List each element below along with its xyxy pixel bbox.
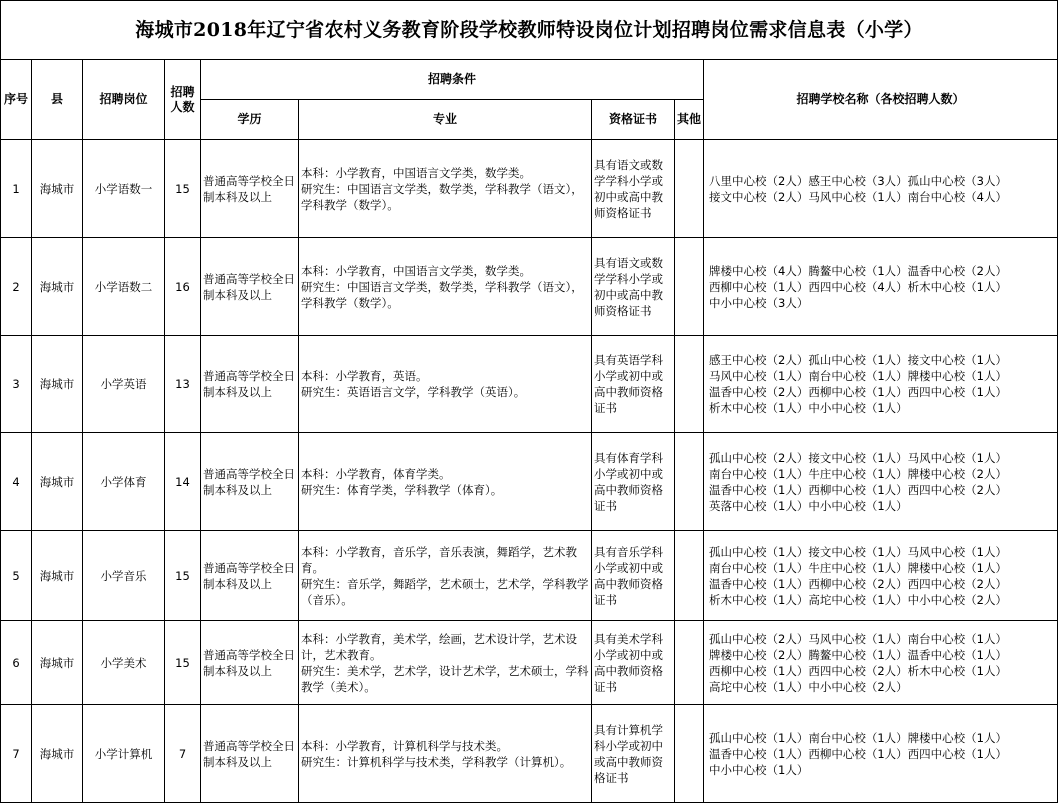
county-cell: 海城市 <box>32 336 83 433</box>
certificate-cell: 具有语文或数学学科小学或初中或高中教师资格证书 <box>592 140 675 238</box>
county-cell: 海城市 <box>32 238 83 336</box>
education-cell: 普通高等学校全日制本科及以上 <box>201 140 299 238</box>
count-cell: 14 <box>165 433 201 531</box>
county-cell: 海城市 <box>32 140 83 238</box>
certificate-cell: 具有美术学科小学或初中或高中教师资格证书 <box>592 621 675 705</box>
major-cell: 本科：小学教育，体育学类。 研究生：体育学类，学科教学（体育）。 <box>299 433 592 531</box>
header-schools: 招聘学校名称（各校招聘人数） <box>704 60 1058 140</box>
count-cell: 7 <box>165 705 201 803</box>
education-cell: 普通高等学校全日制本科及以上 <box>201 336 299 433</box>
education-cell: 普通高等学校全日制本科及以上 <box>201 705 299 803</box>
table-row <box>1 621 1058 705</box>
seq-cell: 2 <box>1 238 32 336</box>
header-certificate: 资格证书 <box>592 100 675 140</box>
seq-cell: 5 <box>1 531 32 621</box>
county-cell: 海城市 <box>32 621 83 705</box>
header-count: 招聘人数 <box>165 60 201 140</box>
position-cell: 小学英语 <box>83 336 165 433</box>
county-cell: 海城市 <box>32 433 83 531</box>
other-cell <box>675 238 704 336</box>
position-cell: 小学语数一 <box>83 140 165 238</box>
header-conditions: 招聘条件 <box>201 60 704 100</box>
other-cell <box>675 531 704 621</box>
table-row <box>1 238 1058 336</box>
header-education: 学历 <box>201 100 299 140</box>
count-cell: 16 <box>165 238 201 336</box>
position-cell: 小学音乐 <box>83 531 165 621</box>
major-cell: 本科：小学教育，中国语言文学类，数学类。 研究生：中国语言文学类，数学类，学科教学（语文），学科教学（数学）。 <box>299 238 592 336</box>
other-cell <box>675 705 704 803</box>
schools-cell: 牌楼中心校（4人）腾鳌中心校（1人）温香中心校（2人） 西柳中心校（1人）西四中心校（4人）析木中心校（1人） 中小中心校（3人） <box>704 238 1058 336</box>
certificate-cell: 具有音乐学科小学或初中或高中教师资格证书 <box>592 531 675 621</box>
table-row <box>1 140 1058 238</box>
count-cell: 15 <box>165 621 201 705</box>
major-cell: 本科：小学教育，中国语言文学类，数学类。 研究生：中国语言文学类，数学类，学科教学（语文），学科教学（数学）。 <box>299 140 592 238</box>
county-cell: 海城市 <box>32 705 83 803</box>
seq-cell: 6 <box>1 621 32 705</box>
education-cell: 普通高等学校全日制本科及以上 <box>201 531 299 621</box>
major-cell: 本科：小学教育，计算机科学与技术类。 研究生：计算机科学与技术类，学科教学（计算机）。 <box>299 705 592 803</box>
table-row <box>1 336 1058 433</box>
seq-cell: 7 <box>1 705 32 803</box>
major-cell: 本科：小学教育，美术学，绘画，艺术设计学，艺术设计，艺术教育。 研究生：美术学，艺术学，设计艺术学，艺术硕士，学科教学（美术）。 <box>299 621 592 705</box>
position-cell: 小学计算机 <box>83 705 165 803</box>
education-cell: 普通高等学校全日制本科及以上 <box>201 433 299 531</box>
certificate-cell: 具有英语学科小学或初中或高中教师资格证书 <box>592 336 675 433</box>
major-cell: 本科：小学教育，英语。 研究生：英语语言文学，学科教学（英语）。 <box>299 336 592 433</box>
header-county: 县 <box>32 60 83 140</box>
table-row <box>1 705 1058 803</box>
position-cell: 小学美术 <box>83 621 165 705</box>
education-cell: 普通高等学校全日制本科及以上 <box>201 621 299 705</box>
education-cell: 普通高等学校全日制本科及以上 <box>201 238 299 336</box>
certificate-cell: 具有语文或数学学科小学或初中或高中教师资格证书 <box>592 238 675 336</box>
other-cell <box>675 621 704 705</box>
header-major: 专业 <box>299 100 592 140</box>
certificate-cell: 具有计算机学科小学或初中或高中教师资格证书 <box>592 705 675 803</box>
table-row <box>1 531 1058 621</box>
schools-cell: 孤山中心校（2人）马风中心校（1人）南台中心校（1人） 牌楼中心校（2人）腾鳌中心校（1人）温香中心校（1人） 西柳中心校（1人）西四中心校（2人）析木中心校（1人） 高坨中心校（1人）中小中心校（2人） <box>704 621 1058 705</box>
schools-cell: 感王中心校（2人）孤山中心校（1人）接文中心校（1人） 马风中心校（1人）南台中心校（1人）牌楼中心校（1人） 温香中心校（2人）西柳中心校（1人）西四中心校（1人） 析木中心校（1人）中小中心校（1人） <box>704 336 1058 433</box>
certificate-cell: 具有体育学科小学或初中或高中教师资格证书 <box>592 433 675 531</box>
count-cell: 13 <box>165 336 201 433</box>
position-cell: 小学语数二 <box>83 238 165 336</box>
seq-cell: 4 <box>1 433 32 531</box>
header-position: 招聘岗位 <box>83 60 165 140</box>
count-cell: 15 <box>165 531 201 621</box>
schools-cell: 孤山中心校（1人）南台中心校（1人）牌楼中心校（1人） 温香中心校（1人）西柳中心校（1人）西四中心校（1人） 中小中心校（1人） <box>704 705 1058 803</box>
other-cell <box>675 140 704 238</box>
other-cell <box>675 336 704 433</box>
major-cell: 本科：小学教育，音乐学，音乐表演，舞蹈学，艺术教育。 研究生：音乐学，舞蹈学，艺术硕士，艺术学，学科教学（音乐）。 <box>299 531 592 621</box>
county-cell: 海城市 <box>32 531 83 621</box>
count-cell: 15 <box>165 140 201 238</box>
header-other: 其他 <box>675 100 704 140</box>
schools-cell: 孤山中心校（2人）接文中心校（1人）马风中心校（1人） 南台中心校（1人）牛庄中心校（1人）牌楼中心校（2人） 温香中心校（1人）西柳中心校（1人）西四中心校（2人） 英落中心校（1人）中小中心校（1人） <box>704 433 1058 531</box>
schools-cell: 八里中心校（2人）感王中心校（3人）孤山中心校（3人） 接文中心校（2人）马风中心校（1人）南台中心校（4人） <box>704 140 1058 238</box>
header-seq: 序号 <box>1 60 32 140</box>
seq-cell: 1 <box>1 140 32 238</box>
seq-cell: 3 <box>1 336 32 433</box>
position-cell: 小学体育 <box>83 433 165 531</box>
table-row <box>1 433 1058 531</box>
page-title: 海城市2018年辽宁省农村义务教育阶段学校教师特设岗位计划招聘岗位需求信息表（小学） <box>1 1 1058 60</box>
other-cell <box>675 433 704 531</box>
schools-cell: 孤山中心校（1人）接文中心校（1人）马风中心校（1人） 南台中心校（1人）牛庄中心校（1人）牌楼中心校（1人） 温香中心校（1人）西柳中心校（2人）西四中心校（2人） 析木中心校（1人）高坨中心校（1人）中小中心校（2人） <box>704 531 1058 621</box>
